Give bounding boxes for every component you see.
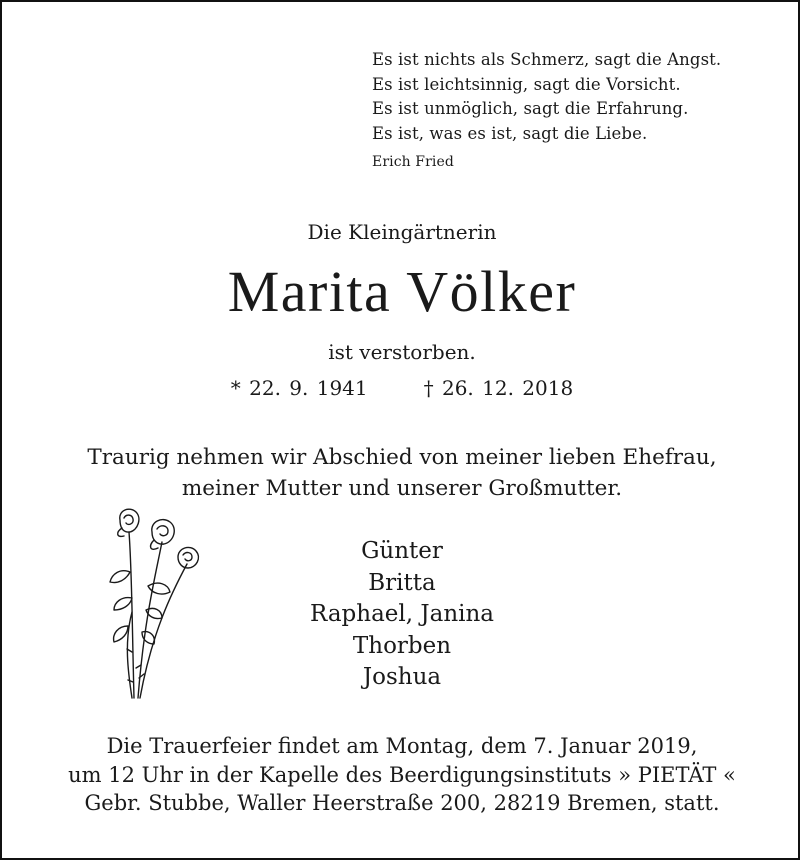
- farewell-text: [2, 442, 800, 504]
- mourner-name: Britta: [368, 569, 436, 596]
- deceased-subtitle: Die Kleingärtnerin: [307, 220, 497, 244]
- poem-line: Es ist unmöglich, sagt die Erfahrung.: [372, 99, 689, 118]
- poem-author: Erich Fried: [372, 154, 454, 170]
- birth-date: * 22. 9. 1941: [230, 376, 368, 400]
- ceremony-line: um 12 Uhr in der Kapelle des Beerdigungsinstituts » PIETÄT «: [68, 762, 736, 787]
- mourner-name: Thorben: [352, 632, 452, 659]
- mourner-name: Joshua: [362, 664, 442, 690]
- deceased-status: ist verstorben.: [328, 340, 476, 364]
- ceremony-line: Die Trauerfeier findet am Montag, dem 7. Januar 2019,: [106, 734, 698, 758]
- mourners-list: [252, 536, 552, 694]
- poem-line: Es ist nichts als Schmerz, sagt die Angst.: [372, 50, 722, 69]
- ceremony-info: [2, 732, 800, 818]
- poem-line: Es ist, was es ist, sagt die Liebe.: [372, 123, 648, 143]
- farewell-line: meiner Mutter und unserer Großmutter.: [181, 476, 623, 501]
- deceased-name: Marita Völker: [227, 259, 577, 324]
- mourner-name: Günter: [361, 538, 443, 564]
- roses-drawing-icon: [102, 502, 212, 702]
- life-dates: [2, 376, 800, 400]
- mourner-name: Raphael, Janina: [309, 601, 495, 627]
- poem-quote: [372, 48, 721, 171]
- death-date: † 26. 12. 2018: [423, 376, 574, 400]
- poem-line: Es ist leichtsinnig, sagt die Vorsicht.: [372, 74, 681, 94]
- ceremony-line: Gebr. Stubbe, Waller Heerstraße 200, 28219 Bremen, statt.: [84, 791, 720, 815]
- farewell-line: Traurig nehmen wir Abschied von meiner lieben Ehefrau,: [87, 445, 717, 470]
